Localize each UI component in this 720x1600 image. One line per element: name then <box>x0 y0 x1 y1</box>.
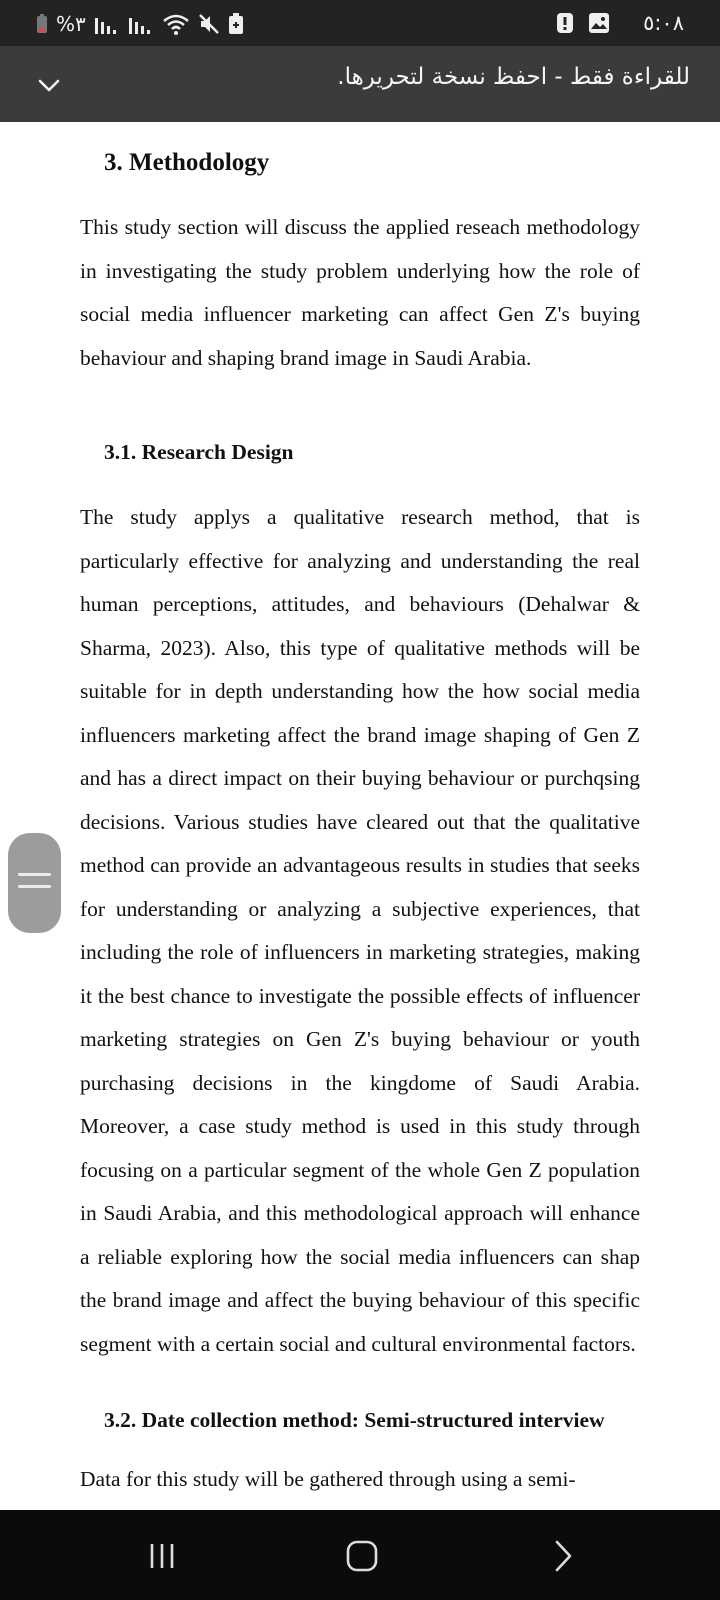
document-page[interactable] <box>0 122 720 1510</box>
subsection-heading-data-collection: 3.2. Date collection method: Semi-structured interview <box>104 1408 605 1432</box>
alert-icon <box>556 12 574 34</box>
recent-apps-button[interactable] <box>132 1534 192 1578</box>
data-collection-paragraph: Data for this study will be gathered through using a semi- <box>80 1467 576 1491</box>
section-heading: 3. Methodology <box>104 149 270 176</box>
handle-line <box>18 885 51 888</box>
back-button[interactable] <box>533 1534 593 1578</box>
wifi-icon <box>162 13 190 35</box>
handle-line <box>18 873 51 876</box>
mute-icon <box>198 13 220 35</box>
back-icon <box>551 1539 575 1573</box>
clock: ٥:٠٨ <box>643 11 684 35</box>
signal-icon <box>94 14 120 34</box>
scroll-handle-icon[interactable] <box>8 833 61 933</box>
recent-apps-icon <box>147 1541 177 1571</box>
banner-message: للقراءة فقط - احفظ نسخة لتحريرها. <box>337 64 690 90</box>
read-only-banner <box>0 46 720 122</box>
research-design-paragraph: The study applys a qualitative research method, that is particularly effective for analyzing and understanding the real human perceptions, attitudes, and behaviours (Dehalwar & Sharma, 2023). Also, this type of qualitative methods will be suitable for in depth understanding how the how social media influencers marketing affect the brand image shaping of Gen Z and has a direct impact on their buying behaviour or purchqsing decisions. Various studies have cleared out that the qualitative method can provide an advantageous results in studies that seeks for understanding or analyzing a subjective experiences, that including the role of influencers in marketing strategies, making it the best chance to investigate the possible effects of influencer marketing strategies on Gen Z's buying behaviour or youth purchasing decisions in the kingdome of Saudi Arabia. Moreover, a case study method is used in this study through focusing on a particular segment of the whole Gen Z population in Saudi Arabia, and this methodological approach will enhance a reliable exploring how the social media influencers can shap the brand image and affect the buying behaviour of this specific segment with a certain social and cultural environmental factors. <box>80 505 640 1356</box>
chevron-down-icon[interactable] <box>36 72 62 98</box>
intro-paragraph: This study section will discuss the applied reseach methodology in investigating the study problem underlying how the role of social media influencer marketing can affect Gen Z's buying behaviour and shaping brand image in Saudi Arabia. <box>80 215 640 370</box>
signal-icon-2 <box>128 14 154 34</box>
battery-percent: %٣ <box>56 12 86 36</box>
home-icon <box>345 1539 379 1573</box>
battery-icon <box>36 14 48 34</box>
status-icons-left <box>36 12 244 36</box>
status-icons-right <box>556 12 610 34</box>
home-button[interactable] <box>332 1534 392 1578</box>
gallery-icon <box>588 12 610 34</box>
battery-saver-icon <box>228 13 244 35</box>
navigation-bar <box>0 1510 720 1600</box>
status-bar <box>0 0 720 46</box>
subsection-heading-research-design: 3.1. Research Design <box>104 440 294 464</box>
